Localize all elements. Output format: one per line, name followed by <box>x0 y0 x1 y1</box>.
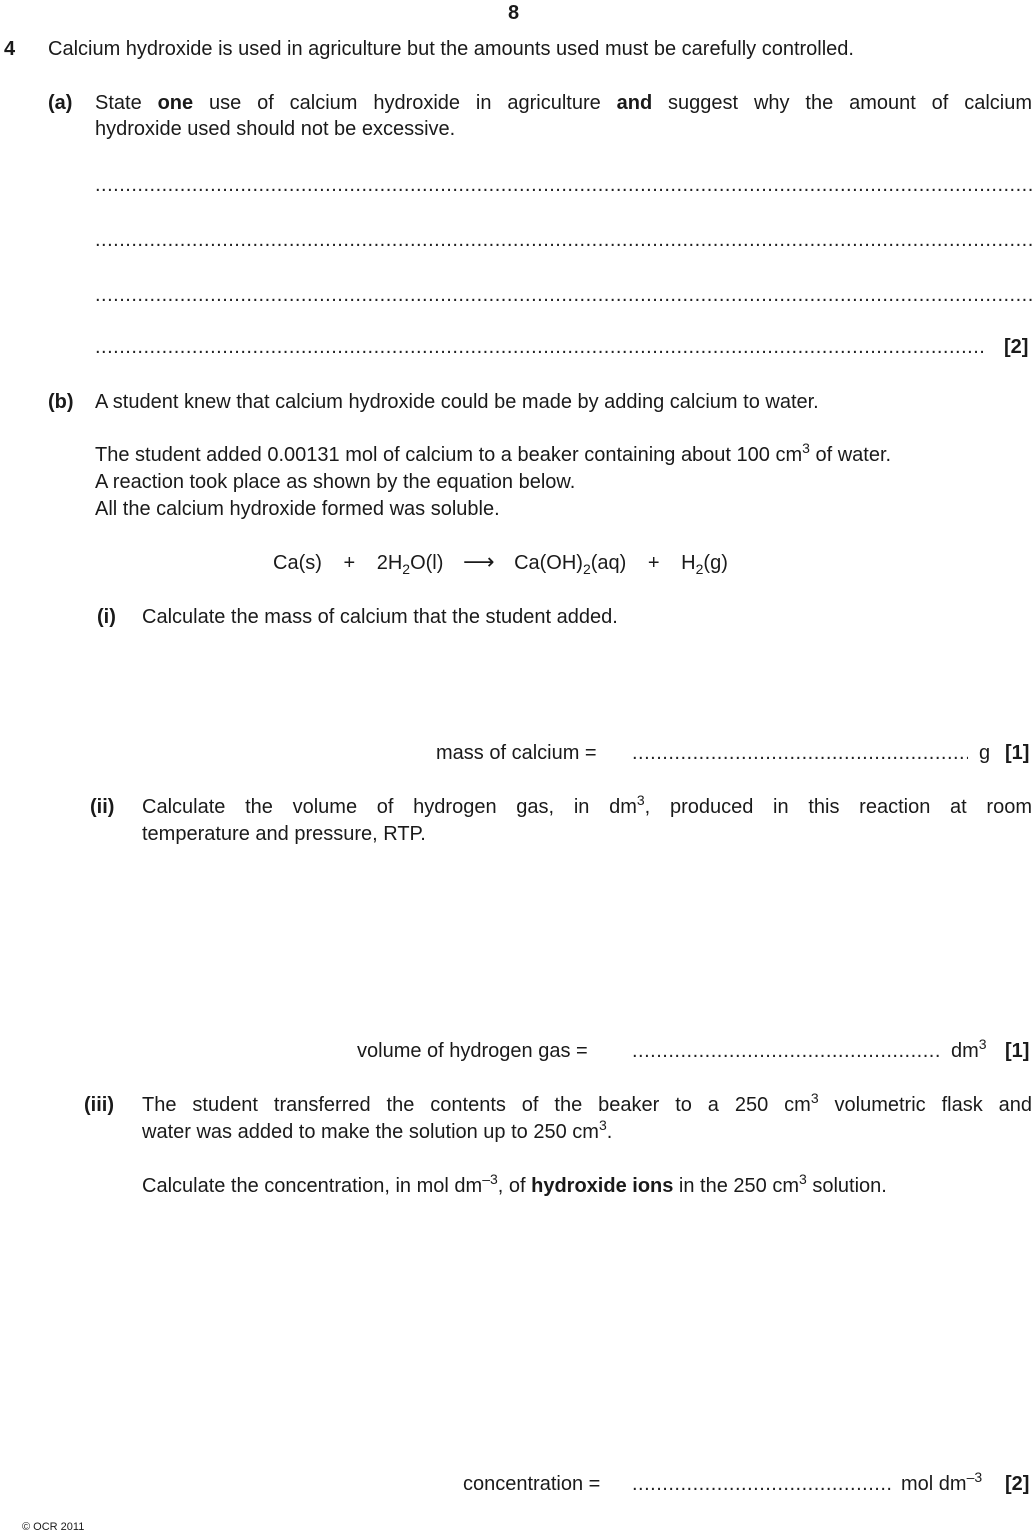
part-b-ii-line-1 <box>142 794 1032 820</box>
calc-sup: –3 <box>482 1171 498 1187</box>
eq-reactant-2 <box>376 552 444 577</box>
answer-line-a-4[interactable] <box>95 334 985 360</box>
part-b-iii-line-2-a: water was added to make the solution up to 250 cm <box>142 1121 599 1143</box>
part-b-i-text: Calculate the mass of calcium that the student added. <box>142 606 618 628</box>
question-intro: Calcium hydroxide is used in agriculture but the amounts used must be carefully controlled. <box>48 38 854 60</box>
part-b-ii-line-2: temperature and pressure, RTP. <box>142 823 426 845</box>
answer-volume-unit <box>951 1038 987 1064</box>
part-b-iii-line-1 <box>142 1092 1032 1118</box>
answer-volume-label: volume of hydrogen gas = <box>357 1040 588 1062</box>
calc-text-c: in the 250 cm <box>673 1175 799 1197</box>
calc-sup-2: 3 <box>799 1171 807 1187</box>
part-b-iii-text-b: volumetric flask and <box>818 1094 1033 1116</box>
volume-unit-text: dm <box>951 1040 979 1062</box>
footer-copyright: © OCR 2011 <box>22 1521 85 1533</box>
eq-arrow: ⟶ <box>462 550 495 575</box>
eq-product-1-sub: 2 <box>582 561 591 577</box>
part-a-text-1: State <box>95 92 158 114</box>
part-b-i-label: (i) <box>97 606 116 628</box>
answer-concentration-label: concentration = <box>463 1473 601 1495</box>
part-b-i-marks: [1] <box>1005 742 1030 764</box>
eq-reactant-1: Ca(s) <box>273 552 322 574</box>
part-b-iii-calc <box>142 1173 887 1199</box>
page-number: 8 <box>508 2 520 24</box>
equation <box>273 550 728 576</box>
eq-reactant-2-sub: 2 <box>402 561 411 577</box>
part-b-label: (b) <box>48 391 74 413</box>
answer-volume-input[interactable] <box>632 1038 942 1064</box>
part-b-iii-label: (iii) <box>84 1094 114 1116</box>
part-b-iii-line-2 <box>142 1119 612 1145</box>
calc-text-d: solution. <box>806 1175 887 1197</box>
part-b-para-1-text: The student added 0.00131 mol of calcium to a beaker containing about 100 cm <box>95 444 803 466</box>
calc-text-a: Calculate the concentration, in mol dm <box>142 1175 483 1197</box>
part-b-para-1-sup: 3 <box>802 440 810 456</box>
eq-product-1 <box>514 552 627 577</box>
answer-concentration-unit <box>901 1471 982 1497</box>
answer-mass-input[interactable] <box>632 740 968 766</box>
part-b-iii-line-2-sup: 3 <box>598 1117 607 1133</box>
part-b-iii-line-2-b: . <box>606 1121 613 1143</box>
part-a-bold-and: and <box>616 92 653 114</box>
part-b-ii-text-a: Calculate the volume of hydrogen gas, in dm <box>142 796 637 818</box>
part-a-line-1 <box>95 90 1032 116</box>
eq-product-1-a: Ca(OH) <box>514 552 583 574</box>
part-b-para-2: A reaction took place as shown by the equation below. <box>95 471 576 493</box>
part-b-ii-text-b: , produced in this reaction at room <box>644 796 1032 818</box>
part-a-marks: [2] <box>1004 336 1029 358</box>
answer-line-a-1[interactable] <box>95 172 1032 198</box>
answer-concentration-input[interactable] <box>632 1471 892 1497</box>
eq-product-2-sub: 2 <box>695 561 704 577</box>
part-a-label: (a) <box>48 92 73 114</box>
part-b-para-3: All the calcium hydroxide formed was soluble. <box>95 498 500 520</box>
part-b-ii-sup: 3 <box>636 792 645 808</box>
eq-plus-1: + <box>343 552 356 574</box>
part-b-iii-sup: 3 <box>810 1090 819 1106</box>
part-a-line-2: hydroxide used should not be excessive. <box>95 118 456 140</box>
concentration-unit-sup: –3 <box>966 1469 983 1485</box>
eq-product-2-b: (g) <box>703 552 728 574</box>
part-b-iii-marks: [2] <box>1005 1473 1030 1495</box>
part-a-bold-one: one <box>157 92 194 114</box>
answer-mass-label: mass of calcium = <box>436 742 597 764</box>
eq-product-1-b: (aq) <box>590 552 627 574</box>
part-b-ii-marks: [1] <box>1005 1040 1030 1062</box>
volume-unit-sup: 3 <box>978 1036 987 1052</box>
eq-plus-2: + <box>647 552 660 574</box>
part-b-iii-text-a: The student transferred the contents of the beaker to a 250 cm <box>142 1094 811 1116</box>
eq-reactant-2-b: O(l) <box>410 552 444 574</box>
eq-reactant-2-a: 2H <box>376 552 403 574</box>
eq-product-2 <box>681 552 728 577</box>
part-b-ii-label: (ii) <box>90 796 115 818</box>
question-number: 4 <box>4 38 16 60</box>
answer-line-a-3[interactable] <box>95 282 1032 308</box>
part-b-para-1-end: of water. <box>809 444 892 466</box>
part-b-para-1 <box>95 442 891 468</box>
calc-text-b: , of <box>497 1175 532 1197</box>
part-b-intro: A student knew that calcium hydroxide could be made by adding calcium to water. <box>95 391 819 413</box>
eq-product-2-a: H <box>681 552 696 574</box>
part-a-text-3: suggest why the amount of calcium <box>652 92 1032 114</box>
calc-bold: hydroxide ions <box>531 1175 674 1197</box>
part-a-text-2: use of calcium hydroxide in agriculture <box>193 92 617 114</box>
answer-mass-unit: g <box>979 742 991 764</box>
concentration-unit-text: mol dm <box>901 1473 967 1495</box>
answer-line-a-2[interactable] <box>95 227 1032 253</box>
